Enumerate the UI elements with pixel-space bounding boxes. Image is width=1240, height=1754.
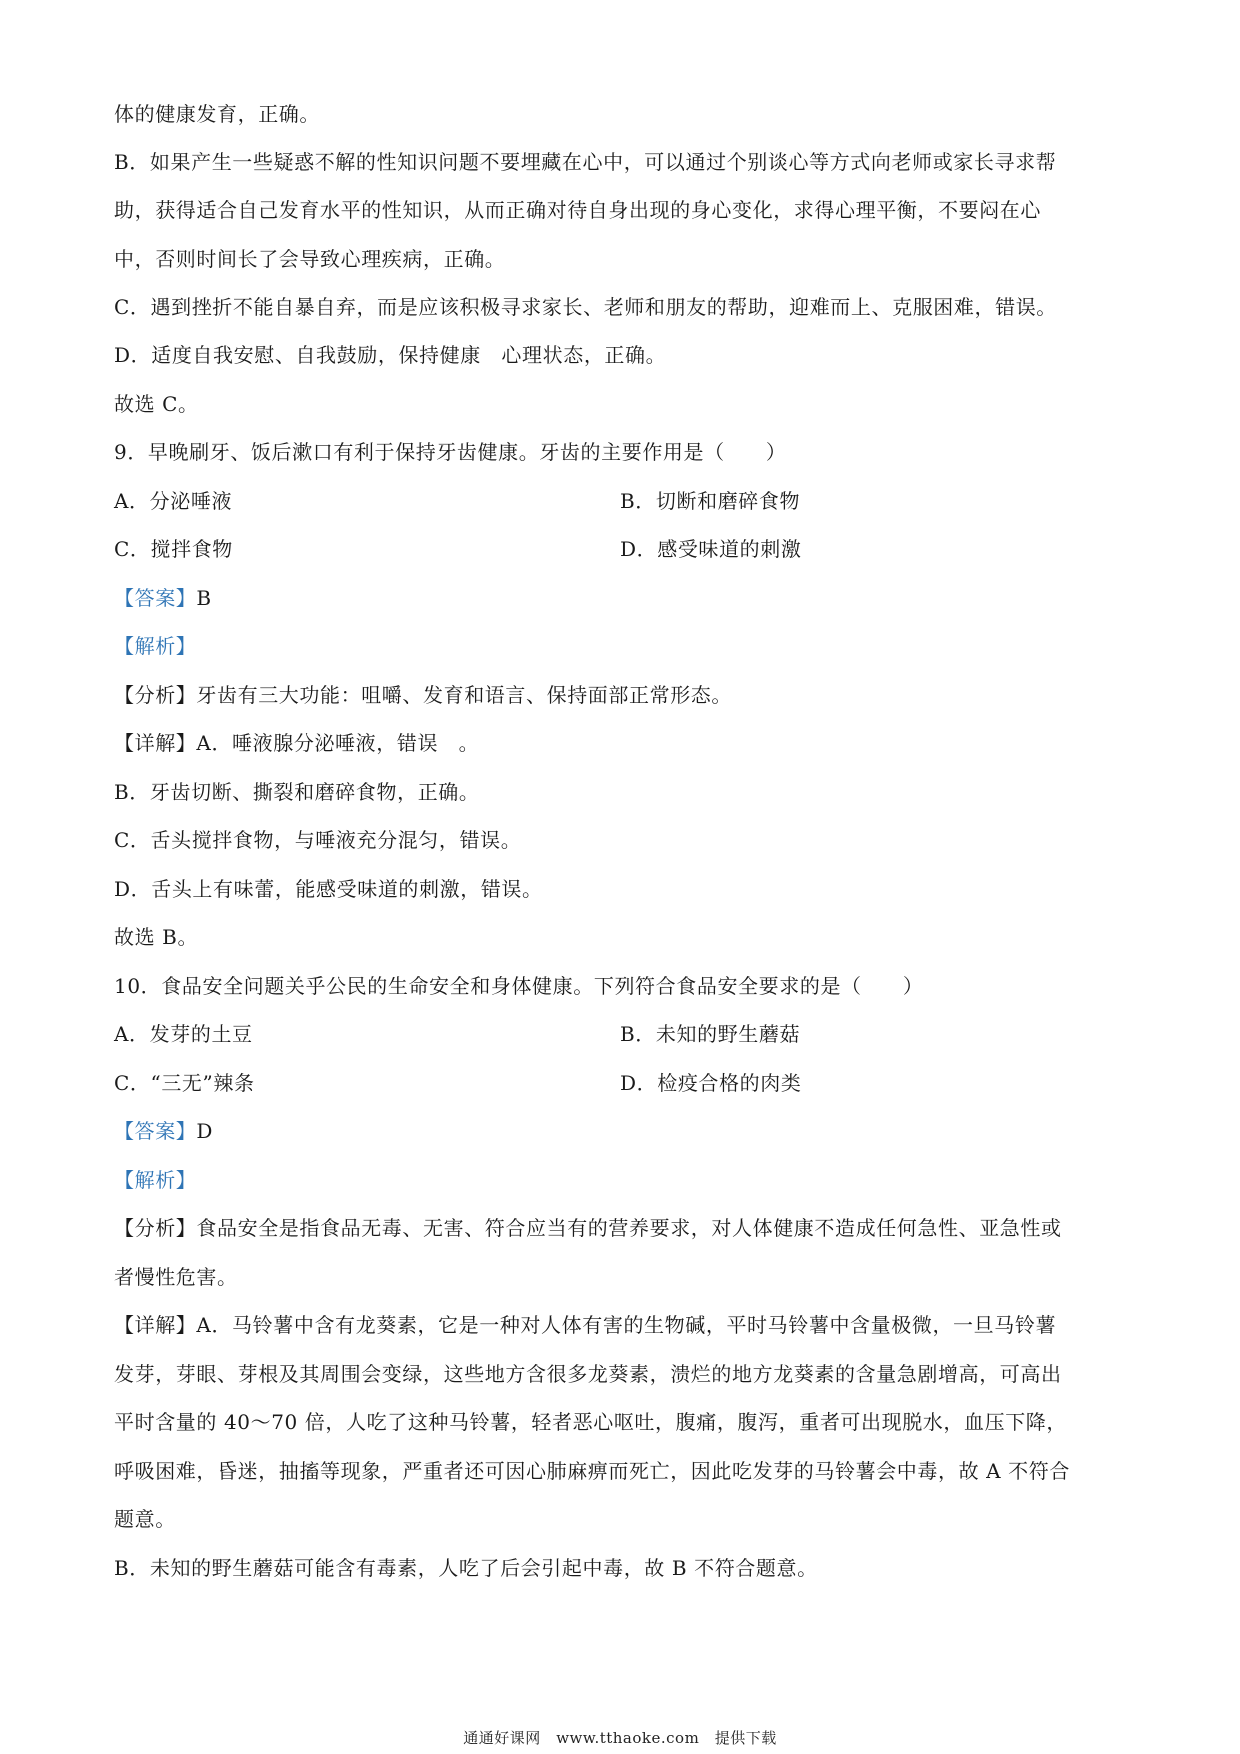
- text-line: B．如果产生一些疑惑不解的性知识问题不要埋藏在心中，可以通过个别谈心等方式向老师或家长寻求帮: [114, 150, 1057, 174]
- q10-option-a: A．发芽的土豆: [114, 1022, 253, 1046]
- text-line: 故选 C。: [114, 392, 199, 416]
- text-line: C．遇到挫折不能自暴自弃，而是应该积极寻求家长、老师和朋友的帮助，迎难而上、克服困难，错误。: [114, 295, 1057, 319]
- xiangjie-text: A．马铃薯中含有龙葵素，它是一种对人体有害的生物碱，平时马铃薯中含量极微，一旦马铃薯: [196, 1313, 1057, 1337]
- q10-option-c: C．“三无”辣条: [114, 1071, 255, 1095]
- answer-tag: 【答案】: [114, 1119, 197, 1143]
- text-line: 体的健康发育，正确。: [114, 102, 320, 126]
- text-line: 助，获得适合自己发育水平的性知识，从而正确对待自身出现的身心变化，求得心理平衡，不要闷在心: [114, 198, 1041, 222]
- q9-option-d: D．感受味道的刺激: [620, 537, 802, 561]
- fenxi-tag: 【分析】: [114, 1216, 197, 1240]
- fenxi-tag: 【分析】: [114, 683, 197, 707]
- q9-option-a: A．分泌唾液: [114, 489, 233, 513]
- q10-xiangjie-line: [114, 1311, 1056, 1339]
- question-10: 10．食品安全问题关乎公民的生命安全和身体健康。下列符合食品安全要求的是（ ）: [114, 974, 924, 998]
- text-line: B．牙齿切断、撕裂和磨碎食物，正确。: [114, 780, 480, 804]
- analysis-tag: 【解析】: [114, 634, 197, 658]
- q9-fenxi-line: [114, 681, 732, 709]
- page-footer: 通通好课网 www.tthaoke.com 提供下载: [463, 1729, 777, 1747]
- fenxi-text: 食品安全是指食品无毒、无害、符合应当有的营养要求，对人体健康不造成任何急性、亚急性或: [196, 1216, 1062, 1240]
- text-line: 者慢性危害。: [114, 1265, 238, 1289]
- text-line: B．未知的野生蘑菇可能含有毒素，人吃了后会引起中毒，故 B 不符合题意。: [114, 1556, 818, 1580]
- text-line: 题意。: [114, 1507, 176, 1531]
- q9-option-b: B．切断和磨碎食物: [620, 489, 801, 513]
- text-line: 发芽，芽眼、芽根及其周围会变绿，这些地方含很多龙葵素，溃烂的地方龙葵素的含量急剧增高，可高出: [114, 1362, 1062, 1386]
- q10-fenxi-line: [114, 1214, 1062, 1242]
- fenxi-text: 牙齿有三大功能：咀嚼、发育和语言、保持面部正常形态。: [196, 683, 733, 707]
- xiangjie-tag: 【详解】: [114, 1313, 197, 1337]
- text-line: 中，否则时间长了会导致心理疾病，正确。: [114, 247, 506, 271]
- q10-answer-line: [114, 1117, 213, 1145]
- answer-tag: 【答案】: [114, 586, 197, 610]
- text-line: C．舌头搅拌食物，与唾液充分混匀，错误。: [114, 828, 522, 852]
- xiangjie-tag: 【详解】: [114, 731, 197, 755]
- text-line: D．舌头上有味蕾，能感受味道的刺激，错误。: [114, 877, 543, 901]
- q10-option-d: D．检疫合格的肉类: [620, 1071, 802, 1095]
- text-line: 呼吸困难，昏迷，抽搐等现象，严重者还可因心肺麻痹而死亡，因此吃发芽的马铃薯会中毒，故 A 不符合: [114, 1459, 1070, 1483]
- answer-value: B: [196, 586, 212, 610]
- answer-value: D: [196, 1119, 214, 1143]
- text-line: D．适度自我安慰、自我鼓励，保持健康 心理状态，正确。: [114, 343, 667, 367]
- q9-answer-line: [114, 584, 212, 612]
- analysis-tag: 【解析】: [114, 1168, 197, 1192]
- text-line: 平时含量的 40～70 倍，人吃了这种马铃薯，轻者恶心呕吐，腹痛，腹泻，重者可出现脱水，血压下降，: [114, 1410, 1068, 1434]
- question-9: 9．早晚刷牙、饭后漱口有利于保持牙齿健康。牙齿的主要作用是（ ）: [114, 440, 787, 464]
- text-line: 故选 B。: [114, 925, 199, 949]
- q10-option-b: B．未知的野生蘑菇: [620, 1022, 801, 1046]
- q9-xiangjie-line: [114, 729, 479, 757]
- q9-option-c: C．搅拌食物: [114, 537, 233, 561]
- xiangjie-text: A．唾液腺分泌唾液，错误 。: [196, 731, 480, 755]
